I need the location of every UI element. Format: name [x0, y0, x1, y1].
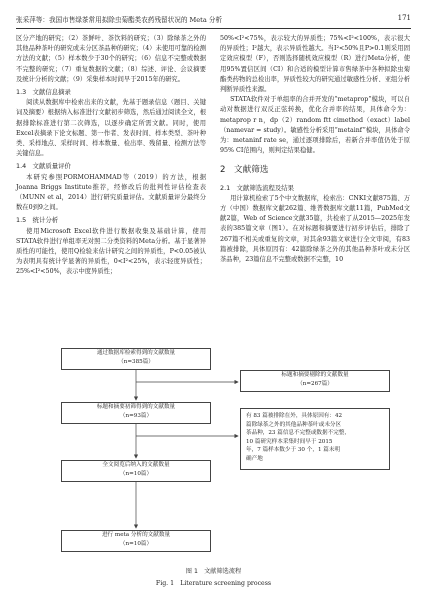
section-heading-2-1: 2.1 文献筛选流程及结果: [220, 183, 295, 192]
paragraph-extraction: 阅读从数据库中检索出来的文献，先基于题录信息（题目、关键词及摘要）根据纳入标准进行文献初步筛选，然后通过阅读全文，根据排除标准进行第二次筛选，以逐步确定所需文献。同时，使用Excel表摘录下论文标题、第一作者、发表时间、样本类型、茶叶种类、采样地点、采样时间、样本数量、检出率、残留量、检测方法等关键信息。: [16, 99, 206, 158]
left-column: [16, 34, 206, 278]
running-header: [16, 14, 411, 29]
section-heading-1-5: 1.5 统计分析: [16, 216, 59, 225]
paragraph-exclusion-criteria: 区分产地的研究；（2）茶鲜叶、茶饮料的研究；（3）除绿茶之外的其他品种茶叶的研究或未分区茶品种的研究；（4）未使用可靠的检测方法的文献；（5）样本数少于30个的研究；（6）信息不完整或数据不完整的研究；（7）重复数据的文献；（8）综述、评论、会议摘要及统计分析的文献；（9）采集样本时间早于2015年的研究。: [16, 35, 206, 83]
flow-box-fulltext: 全文阅览后纳入的文献数量 （n=10篇）: [61, 460, 211, 482]
paragraph-statistics: 使用Microsoft Excel软件进行数据收集及基础计算，使用STATA软件进行单组率无对照二分类资料的Meta分析。基于显著异质性的可能性，使用Q检验来估计研究之间的异质性，P<0.05被认为表明具有统计学显著的异质性，0<I²<25%，表示轻度异质性；25%<I²<50%，表示中度异质性；: [16, 227, 206, 276]
paragraph-stata: STATA软件对于单组率的合并开发的“metaprop”模块，可以自动对数据进行双反正弦转换，优化合并率的结果，具体命令为：metaprop r n，dp（2）random ftt cimethod（exact）label（namevar = study）。敏感性分析采用“metainf”模块，具体命令为：metaninf rate se，通过逐项排除后，若新合并率值仍处于原95% CI范围内，则判定结果稳健。: [220, 96, 410, 155]
flow-diagram: [16, 348, 411, 558]
flow-box-excluded-title: 标题和摘要剔除的文献数量 （n=267篇）: [240, 370, 390, 392]
running-title: 张采萍等：我国市售绿茶常用拟除虫菊酯类农药残留状况的 Meta 分析: [16, 16, 223, 24]
section-heading-2: 2 文献筛选: [220, 165, 269, 176]
flow-box-excluded-fulltext: 有 83 篇被排除在外，具体原因有：42 篇除绿茶之外的其他品种茶叶或未分区 茶品种，23 篇信息不完整或数据不完整， 10 篇研究样本采集时间早于 2015 年，7 篇样本数少于 30 个，1 篇未明 确产地: [240, 408, 390, 470]
flow-box-included: 进行 meta 分析的文献数量 （n=10篇）: [61, 530, 211, 552]
page-number: 171: [397, 14, 411, 22]
flow-box-screened: 标题和摘要初筛得到的文献数量 （n=93篇）: [61, 402, 211, 424]
section-heading-1-3: 1.3 文献信息摘录: [16, 88, 71, 97]
paragraph-screening: 用计算机检索了5个中文数据库，检索出：CNKI文献875篇、万方（中国）数据库文献262篇、维普数据库文献11篇，PubMed文献2篇，Web of Science文献35篇，共检索了从2015—2025年发表的385篇文章（图1）。在对标题和摘要进行初步评估后，排除了267篇不相关或重复的文章，对其余93篇文章进行全文审阅，有83篇被排除，具体原因有：42篇除绿茶之外的其他品种茶叶或未分区茶品种，23篇信息不完整或数据不完整，10: [220, 194, 410, 264]
section-heading-1-4: 1.4 文献质量评价: [16, 162, 71, 171]
figure-caption-cn: 图 1 文献筛选流程: [185, 568, 242, 575]
paragraph-quality: 本研究参照PORMOHAMMAD等（2019）的方法，根据Joanna Briggs Institute推荐，经修改后的批判性评估检查表（MUNN et al，2014）进行研究质量评估。文献质量评分最终分数在0到9之间。: [16, 173, 206, 212]
paragraph-heterogeneity: 50%<I²<75%，表示较大的异质性；75%<I²<100%，表示很大的异质性；I²越大，表示异质性越大。当I²<50%且P>0.1则采用固定效应模型（F），否则选择随机效应模型（R）进行Meta分析，使用95%置信区间（CI）和合适的模型计算市售绿茶中各种拟除虫菊酯类药物的总检出率，异质性较大的研究通过敏感性分析、亚组分析判断异质性来源。: [220, 35, 410, 94]
flow-box-identified: 通过数据库检索得到的文献数量 （n=385篇）: [61, 348, 211, 370]
right-column: [220, 34, 410, 265]
figure-caption-en: Fig. 1 Literature screening process: [155, 580, 272, 587]
